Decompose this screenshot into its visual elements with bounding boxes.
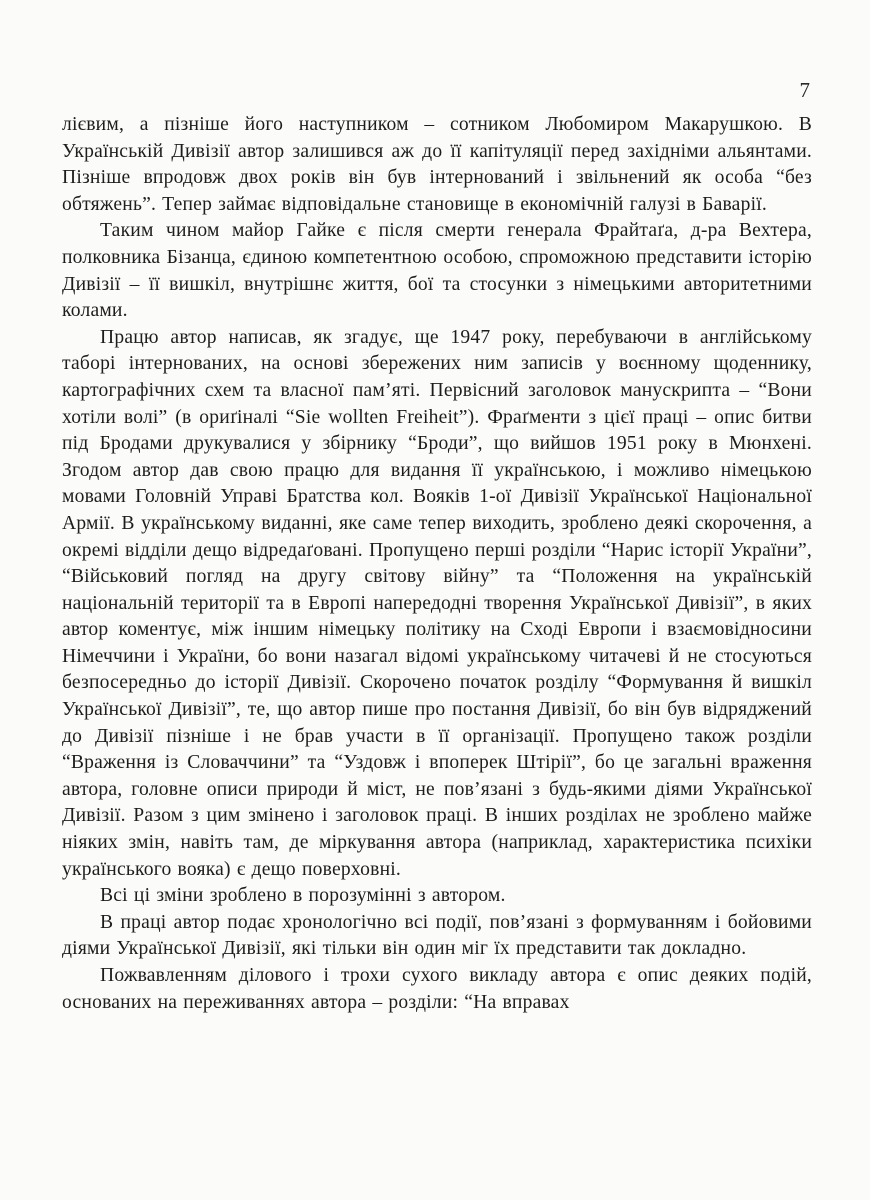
paragraph: лієвим, а пізніше його наступником – сотником Любомиром Макарушкою. В Українській Дивізії автор залишився аж до її капітуляції перед західніми альянтами. Пізніше впродовж двох років він був інтернований і звільнений як особа “без обтяжень”. Тепер займає відповідальне становище в економічній галузі в Баварії. [62, 114, 812, 215]
paragraph: Всі ці зміни зроблено в порозумінні з автором. [100, 885, 506, 907]
paragraph: Таким чином майор Гайке є після смерти генерала Фрайтаґа, д-ра Вехтера, полковника Бізанца, єдиною компетентною особою, спроможною представити історію Дивізії – її вишкіл, внутрішнє життя, бої та стосунки з німецькими авторитетними колами. [62, 220, 812, 322]
paragraph: В праці автор подає хронологічно всі події, пов’язані з формуванням і бойовими діями Української Дивізії, які тільки він один міг їх представити так докладно. [62, 911, 812, 960]
text-content [62, 112, 812, 1016]
paragraph: Працю автор написав, як згадує, ще 1947 року, перебуваючи в англійському таборі інтернованих, на основі збережених ним записів у воєнному щоденнику, картографічних схем та власної пам’яті. Первісний заголовок манускрипта – “Вони хотіли волі” (в ориґіналі “Sie wollten Freiheit”). Фраґменти з цієї праці – опис битви під Бродами друкувалися у збірнику “Броди”, що вийшов 1951 року в Мюнхені. Згодом автор дав свою працю для видання її українською, і можливо німецькою мовами Головній Управі Братства кол. Вояків 1-ої Дивізії Української Національної Армії. В українському виданні, яке саме тепер виходить, зроблено деякі скорочення, а окремі відділи дещо відредаґовані. Пропущено перші розділи “Нарис історії України”, “Військовий погляд на другу світову війну” та “Положення на українській національній території та в Европі напередодні творення Української Дивізії”, в яких автор коментує, між іншим німецьку політику на Сході Европи і взаємовідносини Німеччини і України, бо вони назагал відомі українському читачеві й не стосуються безпосередньо до історії Дивізії. Скорочено початок розділу “Формування й вишкіл Української Дивізії”, те, що автор пише про постання Дивізії, бо він був відряджений до Дивізії пізніше і не брав участи в її організації. Пропущено також розділи “Враження із Словаччини” та “Уздовж і впоперек Штірії”, бо це загальні враження автора, головне описи природи й міст, не пов’язані з будь-якими діями Української Дивізії. Разом з цим змінено і заголовок праці. В інших розділах не зроблено майже ніяких змін, навіть там, де міркування автора (наприклад, характеристика психіки українського вояка) є дещо поверховні. [62, 326, 812, 880]
page-number: 7 [799, 78, 810, 102]
paragraph: Пожвавленням ділового і трохи сухого викладу автора є опис деяких подій, основаних на переживаннях автора – розділи: “На вправах [62, 965, 812, 1013]
